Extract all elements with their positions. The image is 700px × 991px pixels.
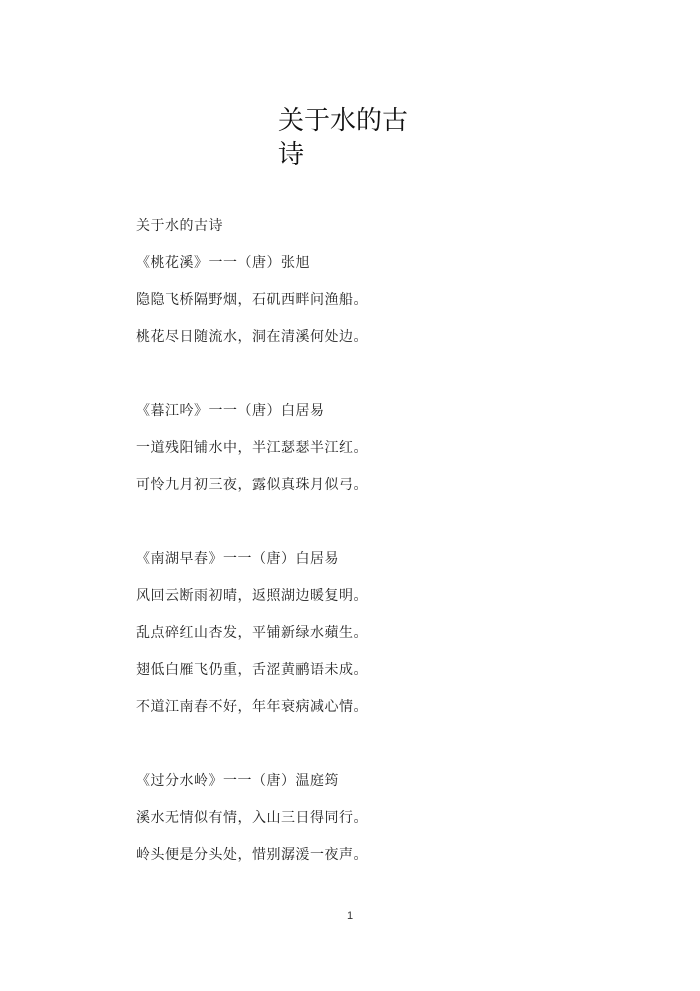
poem-line: 乱点碎红山杏发，平铺新绿水蘋生。 bbox=[136, 625, 368, 641]
poem-line: 溪水无情似有情，入山三日得同行。 bbox=[136, 810, 368, 826]
page-title: 关于水的古诗 bbox=[278, 106, 409, 170]
poem-line: 可怜九月初三夜，露似真珠月似弓。 bbox=[136, 477, 368, 493]
poem-separator bbox=[136, 364, 616, 401]
poem-line: 翅低白雁飞仍重，舌涩黄鹂语未成。 bbox=[136, 662, 368, 678]
page-number: 1 bbox=[346, 910, 354, 922]
document-subtitle: 关于水的古诗 bbox=[136, 218, 223, 234]
poem-line: 一道残阳铺水中，半江瑟瑟半江红。 bbox=[136, 440, 368, 456]
document-body bbox=[136, 216, 616, 882]
poem-separator bbox=[136, 512, 616, 549]
poem-separator bbox=[136, 734, 616, 771]
poem-heading: 《南湖早春》一一（唐）白居易 bbox=[136, 551, 339, 567]
poem-heading: 《过分水岭》一一（唐）温庭筠 bbox=[136, 773, 339, 789]
poem-line: 岭头便是分头处，惜别潺湲一夜声。 bbox=[136, 847, 368, 863]
poem-line: 隐隐飞桥隔野烟，石矶西畔问渔船。 bbox=[136, 292, 368, 308]
poem-heading: 《桃花溪》一一（唐）张旭 bbox=[136, 255, 310, 271]
poem-heading: 《暮江吟》一一（唐）白居易 bbox=[136, 403, 325, 419]
poem-line: 风回云断雨初晴，返照湖边暖复明。 bbox=[136, 588, 368, 604]
poem-line: 桃花尽日随流水，洞在清溪何处边。 bbox=[136, 329, 368, 345]
poem-line: 不道江南春不好，年年衰病减心情。 bbox=[136, 699, 368, 715]
